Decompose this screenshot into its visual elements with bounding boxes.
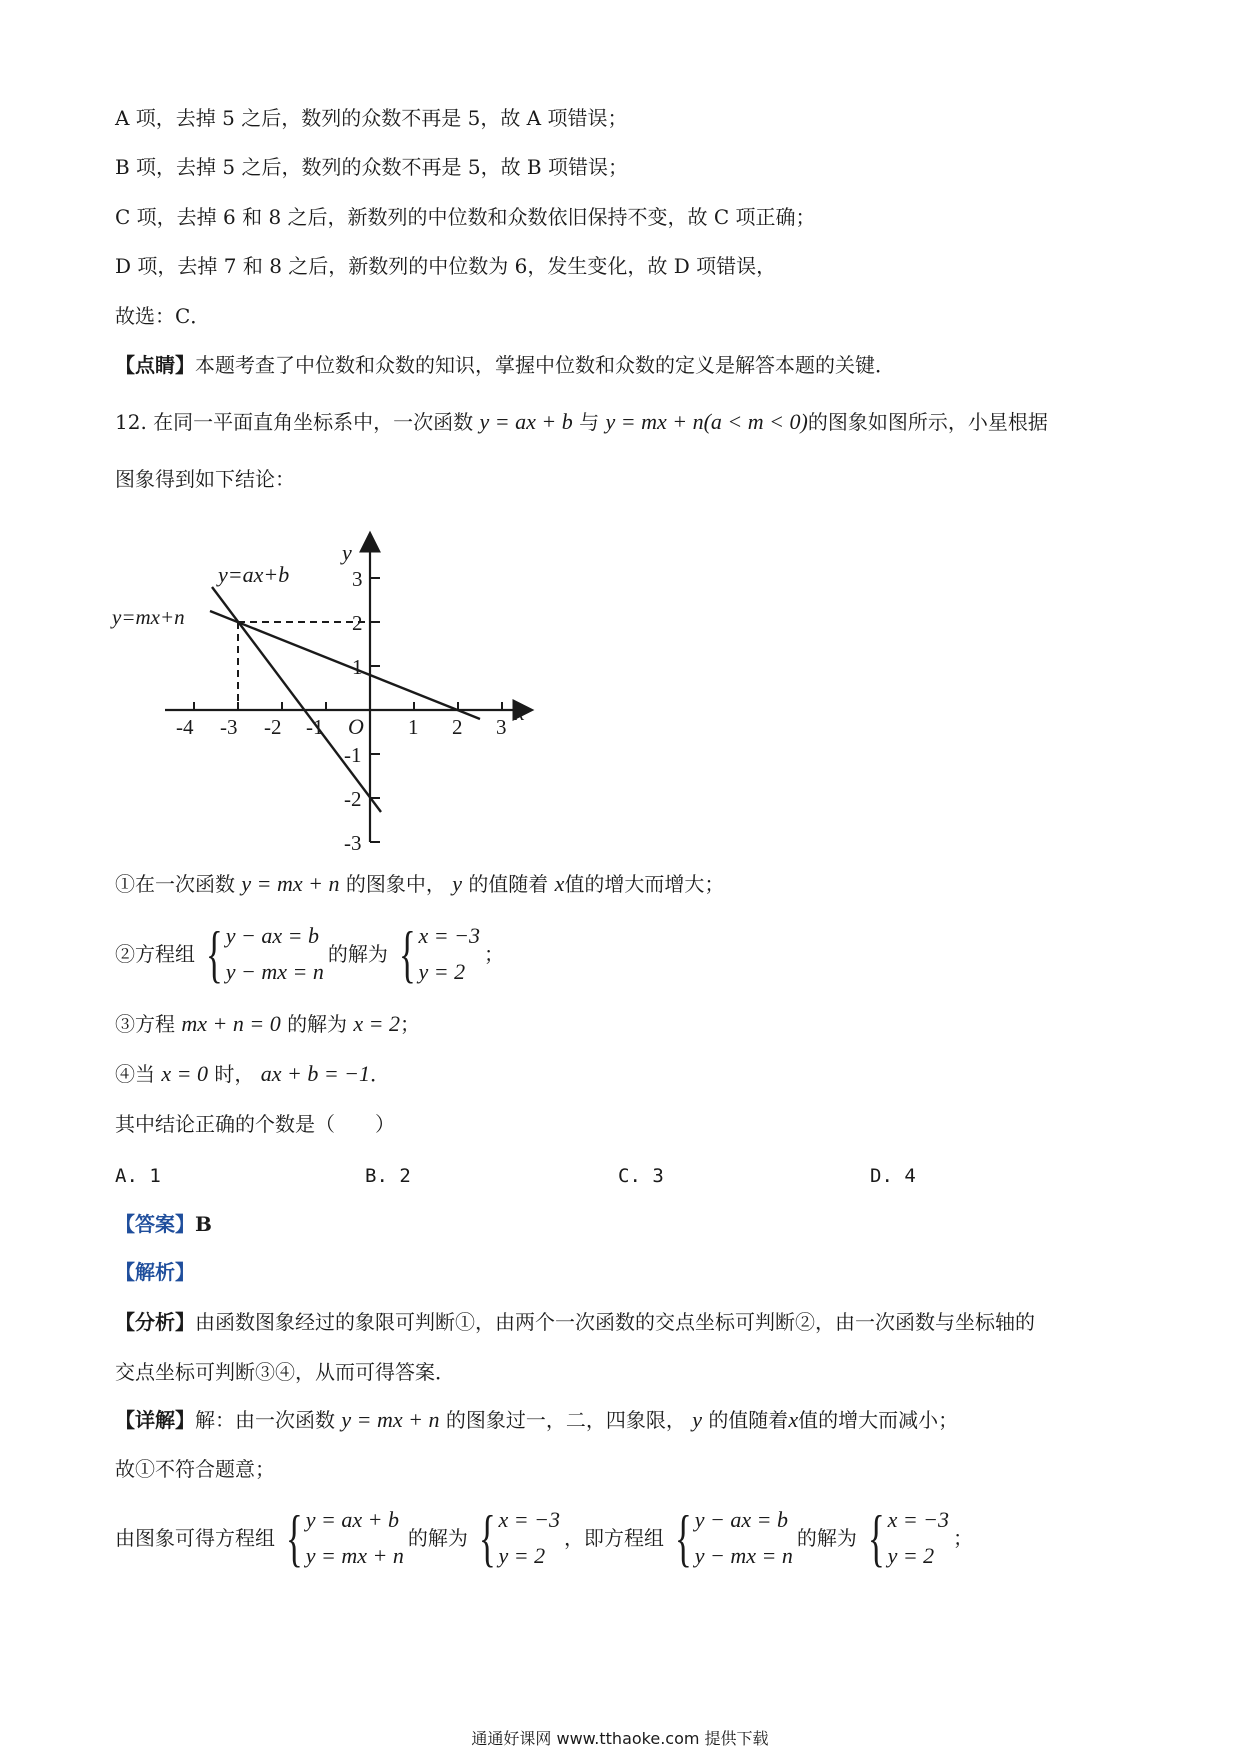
axis-y-label: y bbox=[342, 540, 352, 565]
c2-eq1: y − ax = b bbox=[225, 923, 319, 948]
c1-text-b: 的图象中， bbox=[345, 872, 446, 896]
comment-line bbox=[115, 351, 895, 379]
c1-formula: y = mx + n bbox=[241, 871, 340, 896]
c2-text-a: ②方程组 bbox=[115, 942, 195, 966]
formula-2: y = mx + n bbox=[605, 409, 704, 434]
detail-eq3: y − ax = b bbox=[694, 1507, 788, 1532]
detail-l3-end: ； bbox=[953, 1526, 974, 1550]
y-tick-label: 2 bbox=[352, 611, 363, 635]
detail-text-1: 解：由一次函数 bbox=[195, 1408, 335, 1432]
detail-eq2: y = mx + n bbox=[305, 1543, 404, 1568]
y-tick-label: -1 bbox=[344, 743, 362, 767]
answer-line bbox=[115, 1210, 212, 1238]
y-tick-label: -2 bbox=[344, 787, 362, 811]
comment-tag: 【点睛】 bbox=[115, 353, 195, 377]
line-b: B 项，去掉 5 之后，数列的众数不再是 5，故 B 项错误； bbox=[115, 155, 628, 179]
option-b: B. 2 bbox=[365, 1165, 411, 1187]
x-tick-label: -1 bbox=[306, 715, 324, 739]
answer-tag: 【答案】 bbox=[115, 1212, 195, 1236]
y-tick-label: 3 bbox=[352, 567, 363, 591]
c2-sol1: x = −3 bbox=[418, 923, 481, 948]
detail-line2: 故①不符合题意； bbox=[115, 1457, 275, 1481]
system-equations: { y − ax = b y − mx = n bbox=[205, 918, 324, 989]
detail-l3-a: 由图象可得方程组 bbox=[115, 1526, 275, 1550]
conclusion-4 bbox=[115, 1060, 390, 1088]
c1-text-d: 值的增大而增大； bbox=[564, 872, 725, 896]
x-tick-label: 2 bbox=[452, 715, 463, 739]
c1-text-a: ①在一次函数 bbox=[115, 872, 235, 896]
analysis-subtag: 【分析】 bbox=[115, 1310, 195, 1334]
detail-l3-c: ，即方程组 bbox=[564, 1526, 665, 1550]
detail-tag: 【详解】 bbox=[115, 1408, 195, 1432]
conclusion-1 bbox=[115, 870, 724, 898]
conclusion-2 bbox=[115, 916, 504, 992]
choose-line: 故选：C． bbox=[115, 304, 211, 328]
analysis-line2: 交点坐标可判断③④，从而可得答案． bbox=[115, 1360, 455, 1384]
detail-sol3: x = −3 bbox=[887, 1507, 950, 1532]
c3-text-a: ③方程 bbox=[115, 1012, 175, 1036]
c4-text-b: 时， bbox=[214, 1062, 255, 1086]
c4-condition: x = 0 bbox=[161, 1061, 208, 1086]
line-d: D 项，去掉 7 和 8 之后，新数列的中位数为 6，发生变化，故 D 项错误， bbox=[115, 254, 777, 278]
detail-sol4: y = 2 bbox=[887, 1543, 935, 1568]
x-tick-label: 1 bbox=[408, 715, 419, 739]
analysis-tag: 【解析】 bbox=[115, 1260, 195, 1284]
detail-sol2: y = 2 bbox=[498, 1543, 546, 1568]
c3-end: ； bbox=[400, 1012, 421, 1036]
detail-system-2: { y − ax = b y − mx = n bbox=[674, 1502, 793, 1573]
origin-label: O bbox=[348, 714, 364, 739]
detail-line bbox=[115, 1406, 958, 1434]
c3-equation: mx + n = 0 bbox=[181, 1011, 281, 1036]
function-graph bbox=[110, 530, 550, 850]
question-stem-3: 的图象如图所示，小星根据 bbox=[807, 410, 1048, 434]
detail-formula: y = mx + n bbox=[341, 1407, 440, 1432]
detail-solution-2: { x = −3 y = 2 bbox=[867, 1502, 950, 1573]
c2-sol2: y = 2 bbox=[418, 959, 466, 984]
comment-text: 本题考查了中位数和众数的知识，掌握中位数和众数的定义是解答本题的关键． bbox=[195, 353, 895, 377]
x-tick-label: -2 bbox=[264, 715, 282, 739]
detail-l3-d: 的解为 bbox=[796, 1526, 857, 1550]
option-a: A. 1 bbox=[115, 1165, 161, 1187]
line-c: C 项，去掉 6 和 8 之后，新数列的中位数和众数依旧保持不变，故 C 项正确； bbox=[115, 205, 816, 229]
footer-source: 通通好课网 www.tthaoke.com 提供下载 bbox=[471, 1729, 769, 1748]
condition: (a < m < 0) bbox=[703, 409, 808, 434]
y-tick-label: -3 bbox=[344, 831, 362, 850]
formula-1: y = ax + b bbox=[479, 409, 573, 434]
c1-text-c: 的值随着 bbox=[468, 872, 549, 896]
detail-text-4: 值的增大而减小； bbox=[798, 1408, 959, 1432]
detail-sol1: x = −3 bbox=[498, 1507, 561, 1532]
detail-var-x: x bbox=[788, 1407, 799, 1432]
detail-solution-1: { x = −3 y = 2 bbox=[478, 1502, 561, 1573]
question-stem-line2: 图象得到如下结论： bbox=[115, 467, 295, 491]
detail-text-2: 的图象过一，二，四象限， bbox=[445, 1408, 686, 1432]
axis-x-label: x bbox=[515, 700, 525, 725]
detail-eq4: y − mx = n bbox=[694, 1543, 793, 1568]
detail-system-1: { y = ax + b y = mx + n bbox=[285, 1502, 404, 1573]
conclusion-3 bbox=[115, 1010, 420, 1038]
system-solution: { x = −3 y = 2 bbox=[398, 918, 481, 989]
x-tick-label: -3 bbox=[220, 715, 238, 739]
x-tick-label: 3 bbox=[496, 715, 507, 739]
graph-label-ax-b: y=ax+b bbox=[218, 562, 290, 587]
c2-text-b: 的解为 bbox=[327, 942, 388, 966]
detail-line3 bbox=[115, 1500, 973, 1576]
analysis-line bbox=[115, 1308, 1035, 1336]
question-number: 12. bbox=[115, 410, 147, 434]
y-tick-label: 1 bbox=[352, 655, 363, 679]
c4-equation: ax + b = −1 bbox=[260, 1061, 371, 1086]
line-mx-n bbox=[210, 611, 480, 719]
detail-text-3: 的值随着 bbox=[708, 1408, 789, 1432]
option-d: D. 4 bbox=[870, 1165, 916, 1187]
question-stem-2: 与 bbox=[579, 410, 600, 434]
detail-var-y: y bbox=[692, 1407, 702, 1432]
c2-eq2: y − mx = n bbox=[225, 959, 324, 984]
detail-l3-b: 的解为 bbox=[407, 1526, 468, 1550]
c2-end: ； bbox=[484, 942, 505, 966]
line-a: A 项，去掉 5 之后，数列的众数不再是 5，故 A 项错误； bbox=[115, 106, 628, 130]
c1-var-x: x bbox=[554, 871, 565, 896]
question-stem-1: 在同一平面直角坐标系中，一次函数 bbox=[153, 410, 474, 434]
graph-label-mx-n: y=mx+n bbox=[112, 605, 185, 629]
c1-var-y: y bbox=[452, 871, 462, 896]
c3-solution: x = 2 bbox=[353, 1011, 401, 1036]
question-stem bbox=[115, 408, 1048, 436]
option-c: C. 3 bbox=[618, 1165, 664, 1187]
c4-end: ． bbox=[370, 1062, 391, 1086]
answer-value: B bbox=[195, 1212, 212, 1236]
question-ask: 其中结论正确的个数是（ ） bbox=[115, 1112, 395, 1136]
x-tick-label: -4 bbox=[176, 715, 194, 739]
analysis-text: 由函数图象经过的象限可判断①，由两个一次函数的交点坐标可判断②，由一次函数与坐标轴的 bbox=[195, 1310, 1035, 1334]
detail-eq1: y = ax + b bbox=[305, 1507, 399, 1532]
c4-text-a: ④当 bbox=[115, 1062, 155, 1086]
c3-text-b: 的解为 bbox=[287, 1012, 348, 1036]
